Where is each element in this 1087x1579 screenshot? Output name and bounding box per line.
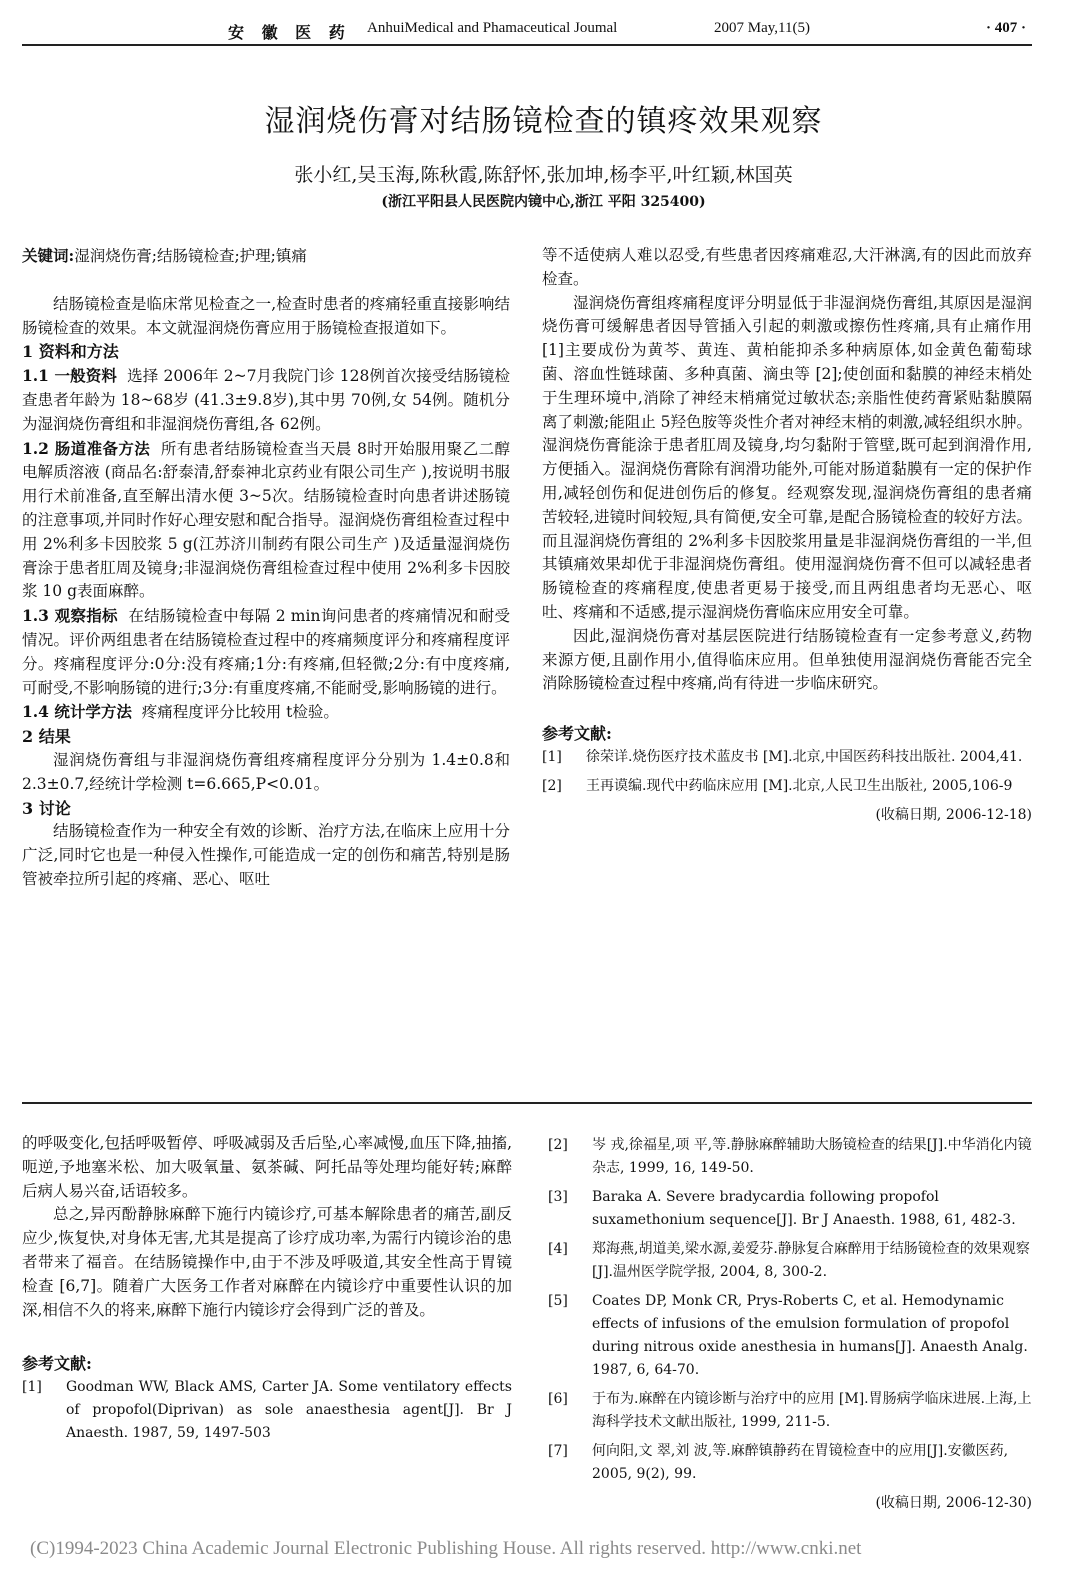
- discussion-paragraph: 结肠镜检查作为一种安全有效的诊断、治疗方法,在临床上应用十分广泛,同时它也是一种侵入性操作,可能造成一定的创伤和痛苦,特别是肠管被牵拉所引起的疼痛、恶心、呕吐: [22, 822, 510, 888]
- article-title: 湿润烧伤膏对结肠镜检查的镇疼效果观察: [264, 104, 823, 139]
- keywords-text: 湿润烧伤膏;结肠镜检查;护理;镇痛: [74, 247, 307, 265]
- reference-text: 郑海燕,胡道美,梁水源,姜爱芬.静脉复合麻醉用于结肠镜检查的效果观察 [J].温州医学院学报, 2004, 8, 300-2.: [592, 1241, 1030, 1280]
- reference-text: Baraka A. Severe bradycardia following propofol suxamethonium sequence[J]. Br J Anaesth. 1988, 61, 482-3.: [592, 1189, 1016, 1228]
- journal-name-cn: 安 徽 医 药: [228, 23, 351, 42]
- reference-number: [1]: [542, 748, 562, 765]
- reference-item: [548, 1388, 1032, 1434]
- journal-name-en: AnhuiMedical and Phamaceutical Joumal: [367, 20, 618, 36]
- reference-number: [3]: [548, 1189, 568, 1205]
- reference-text: 于布为.麻醉在内镜诊断与治疗中的应用 [M].胃肠病学临床进展.上海,上海科学技术文献出版社, 1999, 211-5.: [592, 1391, 1032, 1430]
- discussion-paragraph-3: 因此,湿润烧伤膏对基层医院进行结肠镜检查有一定参考意义,药物来源方便,且副作用小,值得临床应用。但单独使用湿润烧伤膏能否完全消除肠镜检查过程中疼痛,尚有待进一步临床研究。: [542, 626, 1032, 693]
- subsection-heading: 1.1 一般资料: [22, 366, 118, 386]
- reference-number: [2]: [542, 777, 562, 794]
- issue-info: 2007 May,11(5): [714, 20, 810, 36]
- reference-number: [5]: [548, 1293, 568, 1309]
- header-rule: [22, 44, 1032, 46]
- subsection-text: 选择 2006年 2~7月我院门诊 128例首次接受结肠镜检查患者年龄为 18~68岁 (41.3±9.8岁),其中男 70例,女 54例。随机分为湿润烧伤膏组和非湿润烧伤膏组,各 62例。: [22, 367, 510, 433]
- subsection-heading: 1.4 统计学方法: [22, 702, 132, 722]
- bottom-left-column: [22, 1132, 512, 1451]
- reference-number: [1]: [22, 1379, 42, 1396]
- subsection-1-1: [22, 364, 510, 436]
- reference-text: 王再谟编.现代中药临床应用 [M].北京,人民卫生出版社, 2005,106-9: [586, 777, 1013, 794]
- reference-number: [7]: [548, 1443, 568, 1459]
- reference-item: [548, 1290, 1032, 1382]
- received-date: (收稿日期, 2006-12-30): [875, 1495, 1032, 1511]
- reference-item: [548, 1440, 1032, 1486]
- reference-number: [2]: [548, 1137, 568, 1153]
- previous-article-conclusion: 总之,异丙酚静脉麻醉下施行内镜诊疗,可基本解除患者的痛苦,副反应少,恢复快,对身体无害,尤其是提高了诊疗成功率,为需行内镜诊治的患者带来了福音。在结肠镜操作中,由于不涉及呼吸道,其安全性高于胃镜检查 [6,7]。随着广大医务工作者对麻醉在内镜诊疗中重要性认识的加深,相信不久的将来,麻醉下施行内镜诊疗会得到广泛的普及。: [22, 1205, 512, 1319]
- reference-item: [548, 1186, 1032, 1232]
- cnki-watermark: (C)1994-2023 China Academic Journal Electronic Publishing House. All rights reserved. http://www.cnki.net: [30, 1538, 862, 1559]
- subsection-1-4: [22, 700, 510, 725]
- references-heading: 参考文献:: [542, 724, 612, 744]
- right-column: [542, 244, 1032, 828]
- reference-text: Coates DP, Monk CR, Prys-Roberts C, et al. Hemodynamic effects of infusions of the emulsion formulation of propofol during nitrous oxide anesthesia in humans[J]. Anaesth Analg. 1987, 6, 64-70.: [592, 1293, 1028, 1378]
- reference-number: [4]: [548, 1241, 568, 1257]
- reference-text: 徐荣详.烧伤医疗技术蓝皮书 [M].北京,中国医药科技出版社. 2004,41.: [586, 748, 1023, 765]
- reference-item: [542, 775, 1032, 798]
- subsection-heading: 1.2 肠道准备方法: [22, 438, 151, 458]
- affiliation: (浙江平阳县人民医院内镜中心,浙江 平阳 325400): [381, 194, 706, 210]
- reference-item: [548, 1238, 1032, 1284]
- reference-text: 岑 戎,徐福星,项 平,等.静脉麻醉辅助大肠镜检查的结果[J].中华消化内镜杂志, 1999, 16, 149-50.: [592, 1137, 1032, 1176]
- subsection-1-3: [22, 604, 510, 700]
- reference-text: Goodman WW, Black AMS, Carter JA. Some ventilatory effects of propofol(Diprivan) as sole anaesthesia agent[J]. Br J Anaesth. 1987, 59, 1497-503: [66, 1379, 512, 1442]
- subsection-heading: 1.3 观察指标: [22, 606, 118, 626]
- discussion-paragraph-2: 湿润烧伤膏组疼痛程度评分明显低于非湿润烧伤膏组,其原因是湿润烧伤膏可缓解患者因导管插入引起的刺激或擦伤性疼痛,具有止痛作用 [1]主要成份为黄芩、黄连、黄柏能抑杀多种病原体,如金黄色葡萄球菌、溶血性链球菌、多种真菌、滴虫等 [2];使创面和黏膜的神经末梢处于生理环境中,消除了神经末梢痛觉过敏状态;亲脂性使药膏紧贴黏膜隔离了刺激;能阻止 5羟色胺等炎性介者对神经末梢的刺激,减轻组织水肿。湿润烧伤膏能涂于患者肛周及镜身,均匀黏附于管壁,既可起到润滑作用,方便插入。湿润烧伤膏除有润滑功能外,可能对肠道黏膜有一定的保护作用,减轻创伤和促进创伤后的修复。经观察发现,湿润烧伤膏组的患者痛苦较轻,进镜时间较短,具有简便,安全可靠,是配合肠镜检查的较好方法。而且湿润烧伤膏组的 2%利多卡因胶浆用量是非湿润烧伤膏组的一半,但其镇痛效果却优于非湿润烧伤膏组。使用湿润烧伤膏不但可以减轻患者肠镜检查的疼痛程度,使患者更易于接受,而且两组患者均无恶心、呕吐、疼痛和不适感,提示湿润烧伤膏临床应用安全可靠。: [542, 293, 1032, 621]
- references-heading: 参考文献:: [22, 1354, 92, 1374]
- article-separator-rule: [22, 1102, 1032, 1104]
- subsection-text: 疼痛程度评分比较用 t检验。: [141, 703, 339, 722]
- reference-list: [542, 746, 1032, 798]
- previous-article-paragraph: 的呼吸变化,包括呼吸暂停、呼吸减弱及舌后坠,心率减慢,血压下降,抽搐,呃逆,予地塞米松、加大吸氧量、氨茶碱、阿托品等处理均能好转;麻醉后病人易兴奋,话语较多。: [22, 1134, 512, 1200]
- reference-item: [548, 1134, 1032, 1180]
- discussion-continued: 等不适使病人难以忍受,有些患者因疼痛难忍,大汗淋漓,有的因此而放弃检查。: [542, 246, 1032, 288]
- author-list: 张小红,吴玉海,陈秋霞,陈舒怀,张加坤,杨李平,叶红颖,林国英: [294, 164, 793, 186]
- keywords-label: 关键词:: [22, 246, 75, 265]
- subsection-1-2: [22, 437, 510, 605]
- keywords: [22, 244, 510, 269]
- received-date: (收稿日期, 2006-12-18): [875, 806, 1032, 823]
- left-column: [22, 244, 510, 892]
- section-heading-3: 3 讨论: [22, 798, 71, 818]
- results-paragraph: 湿润烧伤膏组与非湿润烧伤膏组疼痛程度评分分别为 1.4±0.8和 2.3±0.7,经统计学检测 t=6.665,P<0.01。: [22, 750, 510, 793]
- section-heading-1: 1 资料和方法: [22, 342, 119, 362]
- reference-text: 何向阳,文 翠,刘 波,等.麻醉镇静药在胃镜检查中的应用[J].安徽医药, 2005, 9(2), 99.: [592, 1443, 1009, 1482]
- reference-list: [22, 1376, 512, 1445]
- page-number: · 407 ·: [985, 20, 1026, 36]
- intro-paragraph: 结肠镜检查是临床常见检查之一,检查时患者的疼痛轻重直接影响结肠镜检查的效果。本文就湿润烧伤膏应用于肠镜检查报道如下。: [22, 294, 510, 337]
- reference-item: [22, 1376, 512, 1445]
- running-header: [22, 14, 1032, 44]
- subsection-text: 所有患者结肠镜检查当天晨 8时开始服用聚乙二醇电解质溶液 (商品名:舒泰清,舒泰神北京药业有限公司生产 ),按说明书服用行术前准备,直至解出清水便 3~5次。结肠镜检查时向患者讲述肠镜的注意事项,并同时作好心理安慰和配合指导。湿润烧伤膏组检查过程中用 2%利多卡因胶浆 5 g(江苏济川制药有限公司生产 )及适量湿润烧伤膏涂于患者肛周及镜身;非湿润烧伤膏组检查过程中使用 2%利多卡因胶浆 10 g表面麻醉。: [22, 439, 510, 601]
- reference-number: [6]: [548, 1391, 568, 1407]
- subsection-text: 在结肠镜检查中每隔 2 min询问患者的疼痛情况和耐受情况。评价两组患者在结肠镜检查过程中的疼痛频度评分和疼痛程度评分。疼痛程度评分:0分:没有疼痛;1分:有疼痛,但轻微;2分:有中度疼痛,可耐受,不影响肠镜的进行;3分:有重度疼痛,不能耐受,影响肠镜的进行。: [22, 607, 510, 697]
- section-heading-2: 2 结果: [22, 727, 71, 747]
- bottom-right-reference-list: [548, 1134, 1032, 1515]
- reference-item: [542, 746, 1032, 769]
